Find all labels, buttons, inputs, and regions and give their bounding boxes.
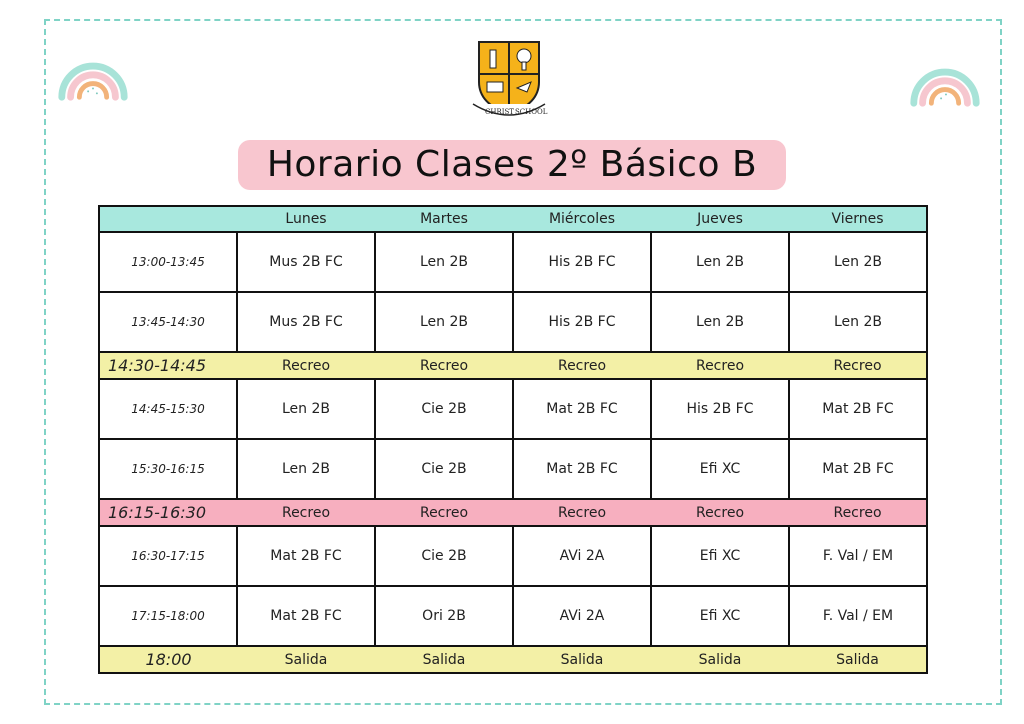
break-cell: Recreo: [651, 352, 789, 379]
break-cell: Salida: [651, 646, 789, 673]
break-cell: Recreo: [513, 352, 651, 379]
time-slot: 14:45-15:30: [99, 379, 237, 439]
class-row: [99, 586, 927, 646]
subject-cell: Mat 2B FC: [513, 379, 651, 439]
time-slot: 13:45-14:30: [99, 292, 237, 352]
subject-cell: Len 2B: [237, 439, 375, 499]
break-cell: Recreo: [237, 352, 375, 379]
break-cell: Recreo: [375, 499, 513, 526]
time-slot: 13:00-13:45: [99, 232, 237, 292]
subject-cell: Len 2B: [375, 292, 513, 352]
break-cell: Recreo: [513, 499, 651, 526]
rainbow-icon: [54, 32, 132, 102]
header-row: [99, 206, 927, 232]
subject-cell: Mus 2B FC: [237, 292, 375, 352]
class-row: [99, 232, 927, 292]
subject-cell: Efi XC: [651, 526, 789, 586]
break-row: [99, 499, 927, 526]
break-cell: Salida: [789, 646, 927, 673]
subject-cell: Efi XC: [651, 439, 789, 499]
time-slot: 16:30-17:15: [99, 526, 237, 586]
schedule-table: [98, 205, 926, 675]
school-logo: [467, 34, 551, 124]
subject-cell: Ori 2B: [375, 586, 513, 646]
svg-text:CHRIST: CHRIST: [485, 108, 514, 116]
page-title: Horario Clases 2º Básico B: [266, 144, 758, 185]
break-cell: Salida: [513, 646, 651, 673]
subject-cell: Mat 2B FC: [513, 439, 651, 499]
subject-cell: AVi 2A: [513, 526, 651, 586]
break-cell: Recreo: [375, 352, 513, 379]
subject-cell: Efi XC: [651, 586, 789, 646]
subject-cell: Len 2B: [237, 379, 375, 439]
day-header: Viernes: [789, 206, 927, 232]
subject-cell: Cie 2B: [375, 439, 513, 499]
subject-cell: His 2B FC: [513, 292, 651, 352]
header-corner: [99, 206, 237, 232]
subject-cell: Len 2B: [651, 232, 789, 292]
class-row: [99, 439, 927, 499]
break-cell: Salida: [237, 646, 375, 673]
subject-cell: Len 2B: [651, 292, 789, 352]
subject-cell: Len 2B: [375, 232, 513, 292]
subject-cell: Len 2B: [789, 292, 927, 352]
break-cell: Recreo: [789, 352, 927, 379]
dismissal-row: [99, 646, 927, 673]
break-cell: Recreo: [237, 499, 375, 526]
time-slot: 16:15-16:30: [99, 499, 237, 526]
day-header: Miércoles: [513, 206, 651, 232]
break-cell: Recreo: [651, 499, 789, 526]
subject-cell: His 2B FC: [651, 379, 789, 439]
break-cell: Recreo: [789, 499, 927, 526]
subject-cell: Mat 2B FC: [789, 439, 927, 499]
class-row: [99, 379, 927, 439]
subject-cell: Mat 2B FC: [237, 586, 375, 646]
subject-cell: Mat 2B FC: [237, 526, 375, 586]
subject-cell: Mat 2B FC: [789, 379, 927, 439]
subject-cell: His 2B FC: [513, 232, 651, 292]
rainbow-icon: [906, 38, 984, 108]
subject-cell: AVi 2A: [513, 586, 651, 646]
time-slot: 15:30-16:15: [99, 439, 237, 499]
day-header: Martes: [375, 206, 513, 232]
class-row: [99, 526, 927, 586]
svg-text:SCHOOL: SCHOOL: [515, 108, 548, 116]
time-slot: 14:30-14:45: [99, 352, 237, 379]
time-slot: 18:00: [99, 646, 237, 673]
subject-cell: Len 2B: [789, 232, 927, 292]
break-cell: Salida: [375, 646, 513, 673]
class-row: [99, 292, 927, 352]
day-header: Lunes: [237, 206, 375, 232]
time-slot: 17:15-18:00: [99, 586, 237, 646]
break-row: [99, 352, 927, 379]
day-header: Jueves: [651, 206, 789, 232]
subject-cell: Cie 2B: [375, 526, 513, 586]
subject-cell: Cie 2B: [375, 379, 513, 439]
subject-cell: F. Val / EM: [789, 526, 927, 586]
subject-cell: Mus 2B FC: [237, 232, 375, 292]
subject-cell: F. Val / EM: [789, 586, 927, 646]
